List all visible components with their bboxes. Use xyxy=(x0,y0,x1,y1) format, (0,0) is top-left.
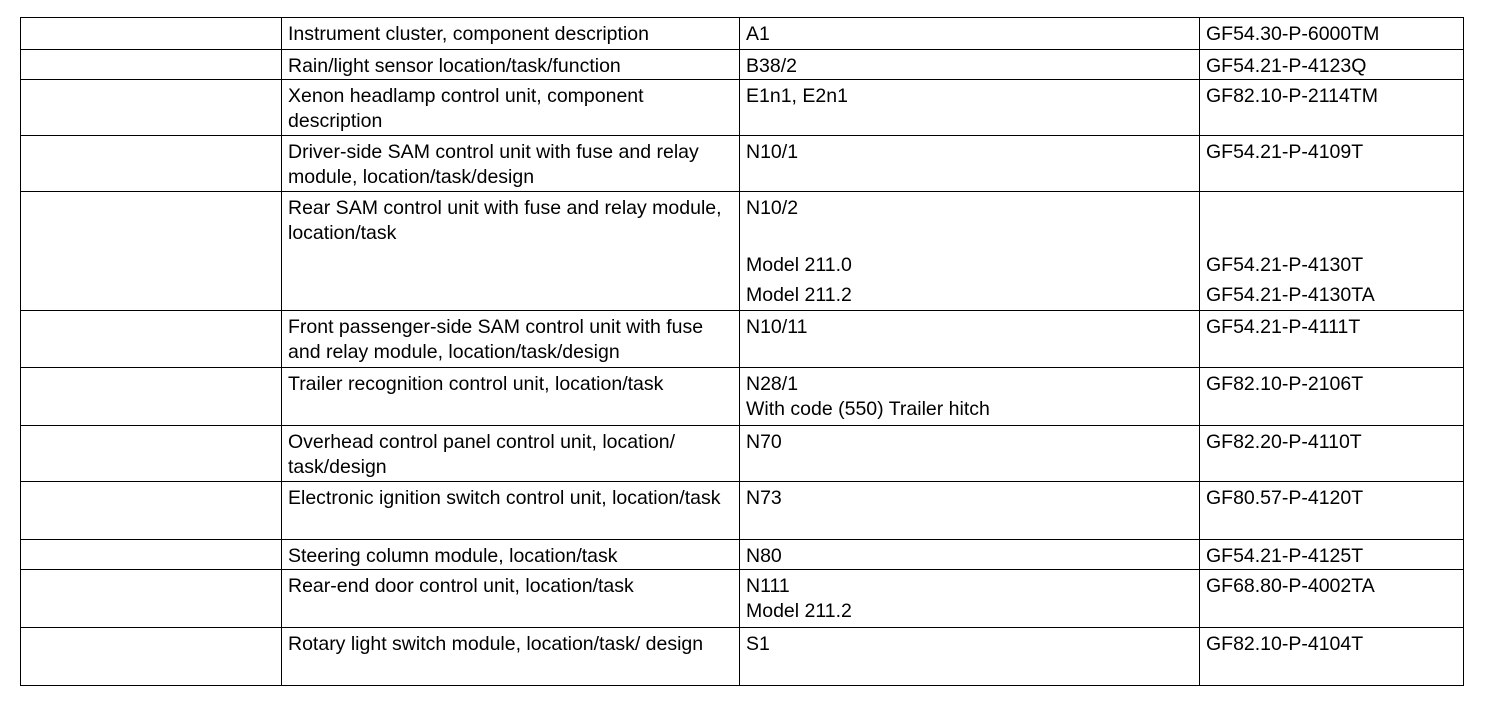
code-cell: N10/1 xyxy=(740,136,1200,192)
blank-cell xyxy=(21,311,282,368)
blank-cell xyxy=(21,426,282,482)
table-row xyxy=(21,540,1464,570)
code-cell: N73 xyxy=(740,482,1200,540)
code-cell: E1n1, E2n1 xyxy=(740,80,1200,136)
code-cell: S1 xyxy=(740,628,1200,686)
component-code: N28/1 xyxy=(746,373,799,395)
blank-cell xyxy=(21,136,282,192)
model-variant: Model 211.0 xyxy=(746,254,852,276)
reference-cell: GF82.10-P-2114TM xyxy=(1200,80,1464,136)
reference-cell: GF82.10-P-2106T xyxy=(1200,368,1464,426)
reference-cell: GF54.21-P-4111T xyxy=(1200,311,1464,368)
blank-cell xyxy=(21,540,282,570)
table-row xyxy=(21,80,1464,136)
reference-cell: GF82.10-P-4104T xyxy=(1200,628,1464,686)
code-cell: N80 xyxy=(740,540,1200,570)
reference-cell: GF82.20-P-4110T xyxy=(1200,426,1464,482)
description-cell: Rain/light sensor location/task/function xyxy=(282,50,740,80)
table-row xyxy=(21,570,1464,628)
spacer xyxy=(746,246,1193,253)
description-cell: Electronic ignition switch control unit, location/task xyxy=(282,482,740,540)
reference-cell xyxy=(1200,192,1464,311)
model-variant: Model 211.2 xyxy=(746,284,852,306)
code-cell xyxy=(740,368,1200,426)
blank-cell xyxy=(21,482,282,540)
table-row xyxy=(21,50,1464,80)
component-code: N10/2 xyxy=(746,197,799,219)
description-cell: Rotary light switch module, location/task/ design xyxy=(282,628,740,686)
code-note: Model 211.2 xyxy=(746,600,852,622)
description-cell: Instrument cluster, component description xyxy=(282,18,740,50)
code-note: With code (550) Trailer hitch xyxy=(746,398,990,420)
component-reference-table xyxy=(20,17,1464,686)
description-cell: Front passenger-side SAM control unit with fuse and relay module, location/task/design xyxy=(282,311,740,368)
table-row xyxy=(21,368,1464,426)
variant-reference: GF54.21-P-4130T xyxy=(1206,254,1364,276)
blank-cell xyxy=(21,628,282,686)
reference-cell: GF54.21-P-4109T xyxy=(1200,136,1464,192)
blank-cell xyxy=(21,18,282,50)
description-cell: Overhead control panel control unit, location/ task/design xyxy=(282,426,740,482)
component-code: N111 xyxy=(746,575,790,597)
reference-cell: GF80.57-P-4120T xyxy=(1200,482,1464,540)
blank-cell xyxy=(21,192,282,311)
variant-reference: GF54.21-P-4130TA xyxy=(1206,284,1375,306)
code-cell xyxy=(740,570,1200,628)
table-row xyxy=(21,426,1464,482)
reference-cell: GF54.30-P-6000TM xyxy=(1200,18,1464,50)
code-cell: B38/2 xyxy=(740,50,1200,80)
reference-cell: GF68.80-P-4002TA xyxy=(1200,570,1464,628)
code-cell: N10/11 xyxy=(740,311,1200,368)
description-cell: Rear-end door control unit, location/task xyxy=(282,570,740,628)
table-row xyxy=(21,136,1464,192)
description-cell: Steering column module, location/task xyxy=(282,540,740,570)
spacer xyxy=(746,221,1193,246)
table-row xyxy=(21,628,1464,686)
blank-cell xyxy=(21,50,282,80)
spacer xyxy=(1206,221,1457,246)
code-cell: N70 xyxy=(740,426,1200,482)
code-cell: A1 xyxy=(740,18,1200,50)
blank-cell xyxy=(21,368,282,426)
spacer xyxy=(1206,196,1457,221)
reference-cell: GF54.21-P-4125T xyxy=(1200,540,1464,570)
code-cell xyxy=(740,192,1200,311)
table-row xyxy=(21,18,1464,50)
blank-cell xyxy=(21,80,282,136)
description-cell: Xenon headlamp control unit, component description xyxy=(282,80,740,136)
blank-cell xyxy=(21,570,282,628)
reference-cell: GF54.21-P-4123Q xyxy=(1200,50,1464,80)
table-row xyxy=(21,311,1464,368)
table-row xyxy=(21,482,1464,540)
table-row xyxy=(21,192,1464,311)
spacer xyxy=(1206,246,1457,253)
description-cell: Rear SAM control unit with fuse and relay module, location/task xyxy=(282,192,740,311)
description-cell: Driver-side SAM control unit with fuse and relay module, location/task/design xyxy=(282,136,740,192)
description-cell: Trailer recognition control unit, location/task xyxy=(282,368,740,426)
